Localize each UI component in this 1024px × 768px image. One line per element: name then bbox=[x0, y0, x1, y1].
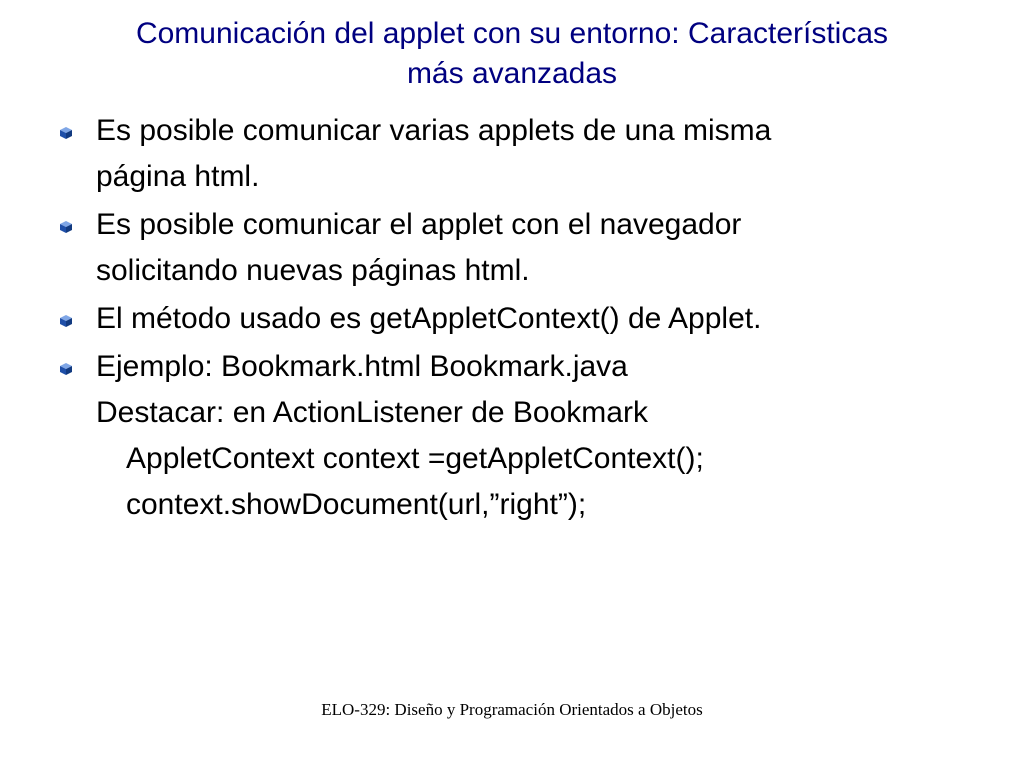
bullet-text-line: página html. bbox=[96, 160, 260, 193]
bullet-text-line: Ejemplo: Bookmark.html Bookmark.java bbox=[96, 350, 628, 383]
slide-footer: ELO-329: Diseño y Programación Orientados a Objetos bbox=[321, 700, 703, 719]
blue-cube-bullet-icon bbox=[60, 363, 72, 375]
bullet-text-line: Es posible comunicar varias applets de una misma bbox=[96, 114, 772, 147]
blue-cube-bullet-icon bbox=[60, 221, 72, 233]
bullet-text-line: solicitando nuevas páginas html. bbox=[96, 254, 530, 287]
bullet-list bbox=[0, 108, 1024, 530]
bullet-item bbox=[0, 108, 1024, 200]
bullet-text-line: El método usado es getAppletContext() de Applet. bbox=[96, 302, 762, 335]
title-line-2: más avanzadas bbox=[406, 57, 618, 90]
bullet-item bbox=[0, 296, 1024, 342]
bullet-text-line: Es posible comunicar el applet con el navegador bbox=[96, 208, 742, 241]
blue-cube-bullet-icon bbox=[60, 315, 72, 327]
slide-title bbox=[40, 14, 984, 94]
code-line: context.showDocument(url,”right”); bbox=[126, 488, 587, 521]
blue-cube-bullet-icon bbox=[60, 127, 72, 139]
bullet-item bbox=[0, 344, 1024, 528]
code-line: AppletContext context =getAppletContext(); bbox=[126, 442, 704, 475]
bullet-item bbox=[0, 202, 1024, 294]
title-line-1: Comunicación del applet con su entorno: Características bbox=[135, 17, 889, 50]
bullet-text-line: Destacar: en ActionListener de Bookmark bbox=[96, 396, 648, 429]
